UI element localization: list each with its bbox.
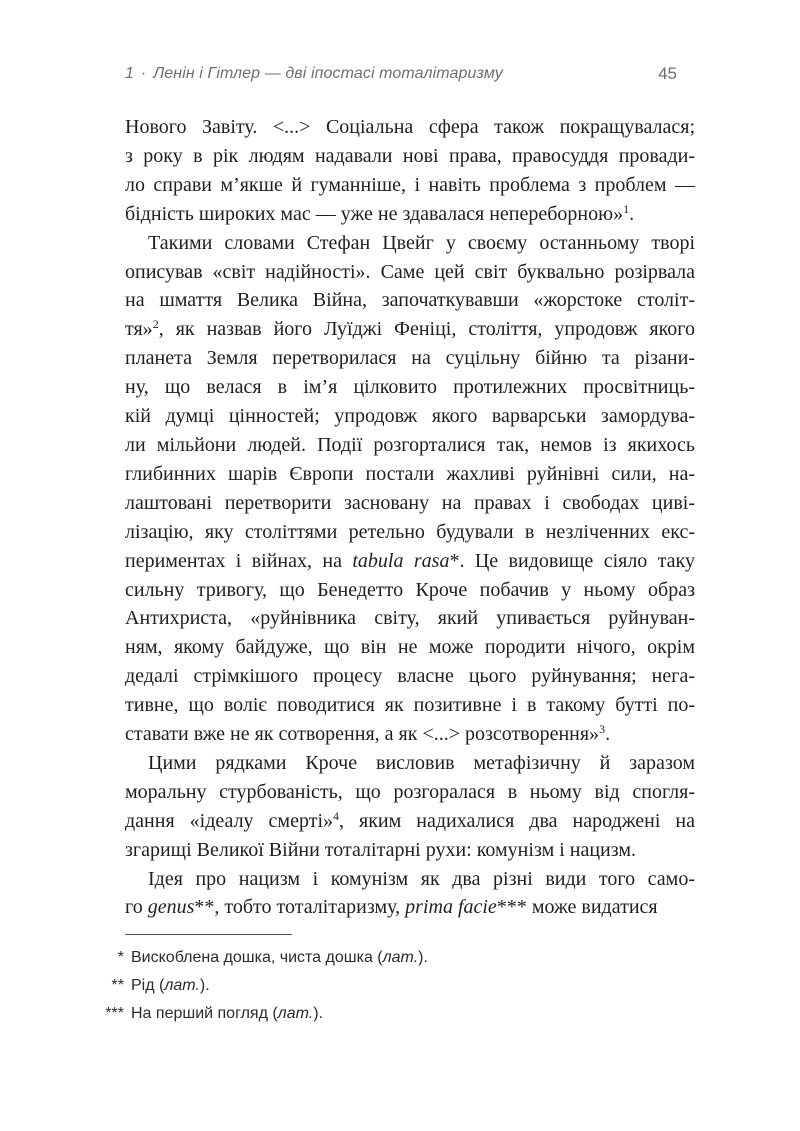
paragraph — [125, 749, 695, 865]
chapter-number: 1 — [125, 65, 134, 82]
footnote-marker: *** — [105, 1005, 124, 1022]
text-line: ням, якому байдуже, що він не може породити нічого, окрім — [125, 636, 695, 659]
text-line: ли мільйони людей. Події розгорталися так, немов із якихось — [125, 433, 695, 456]
text-line: згарищі Великої Війни тоталітарні рухи: комунізм і нацизм. — [125, 838, 637, 861]
text-line: глибинних шарів Європи постали жахливі руйнівні сили, на- — [125, 462, 695, 485]
footnote — [84, 1000, 684, 1028]
footnote-text: На перший погляд (лат.). — [131, 1005, 323, 1022]
text-line: з року в рік людям надавали нові права, правосуддя провади- — [125, 144, 695, 167]
text-line: описував «світ надійності». Саме цей світ буквально розірвала — [125, 260, 695, 283]
footnote-marker: ** — [111, 977, 124, 994]
text-line: тивне, що воліє поводитися як позитивне і в такому бутті по- — [125, 694, 695, 717]
text-line: Такими словами Стефан Цвейг у своєму останньому творі — [148, 231, 695, 254]
paragraph — [125, 113, 695, 229]
paragraph — [125, 865, 695, 923]
text-line: ну, що велася в ім’я цілковито протилежних просвітниць- — [125, 376, 695, 399]
page-number: 45 — [658, 64, 677, 83]
text-line: лізацію, яку століттями ретельно будували в незліченних екс- — [125, 520, 695, 543]
text-line: сильну тривогу, що Бенедетто Кроче побачив у ньому образ — [125, 578, 695, 601]
text-line: периментах і війнах, на tabula rasa*. Це видовище сіяло таку — [125, 549, 695, 572]
footnotes — [84, 944, 684, 1028]
text-line: тя»$^2$, як назвав його Луїджі Феніці, століття, упродовж якого — [125, 317, 695, 341]
text-line: кій думці цінностей; упродовж якого варварськи замордува- — [125, 405, 695, 428]
running-head-separator: · — [140, 65, 147, 82]
text-line: дедалі стрімкішого процесу власне цього руйнування; нега- — [125, 665, 695, 688]
text-line: на шмаття Велика Війна, започаткувавши «жорстоке століт- — [125, 289, 695, 312]
footnote-marker: * — [117, 949, 124, 966]
footnote-separator — [125, 934, 292, 935]
text-line: ставати вже не як сотворення, а як <...> розсотворення»$^3$. — [125, 722, 611, 746]
text-line: Ідея про нацизм і комунізм як два різні види того само- — [148, 867, 695, 890]
running-head — [125, 63, 695, 85]
footnote — [84, 944, 684, 972]
chapter-title: Ленін і Гітлер — дві іпостасі тоталітаризму — [153, 65, 503, 82]
text-line: планета Земля перетворилася на суцільну бійню та різани- — [125, 347, 695, 370]
text-line: ло справи м’якше й гуманніше, і навіть проблема з проблем — — [125, 173, 695, 196]
footnote-text: Вискоблена дошка, чиста дошка (лат.). — [131, 949, 428, 966]
text-line: го genus**, тобто тоталітаризму, prima facie*** може видатися — [125, 896, 658, 919]
body-text — [125, 113, 695, 922]
text-line: Антихриста, «руйнівника світу, який упивається руйнуван- — [125, 607, 695, 630]
text-line: бідність широких мас — уже не здавалася непереборною»$^1$. — [125, 201, 635, 225]
text-line: лаштовані перетворити засновану на правах і свободах циві- — [125, 491, 695, 514]
text-line: Цими рядками Кроче висловив метафізичну й заразом — [148, 751, 695, 774]
text-line: моральну стурбованість, що розгоралася в ньому від спогля- — [125, 780, 695, 803]
footnote-text: Рід (лат.). — [131, 977, 210, 994]
paragraph — [125, 229, 695, 749]
footnote — [84, 972, 684, 1000]
text-line: Нового Завіту. <...> Соціальна сфера також покращувалася; — [125, 116, 695, 138]
text-line: дання «ідеалу смерті»$^4$, яким надихалися два народжені на — [125, 808, 695, 832]
